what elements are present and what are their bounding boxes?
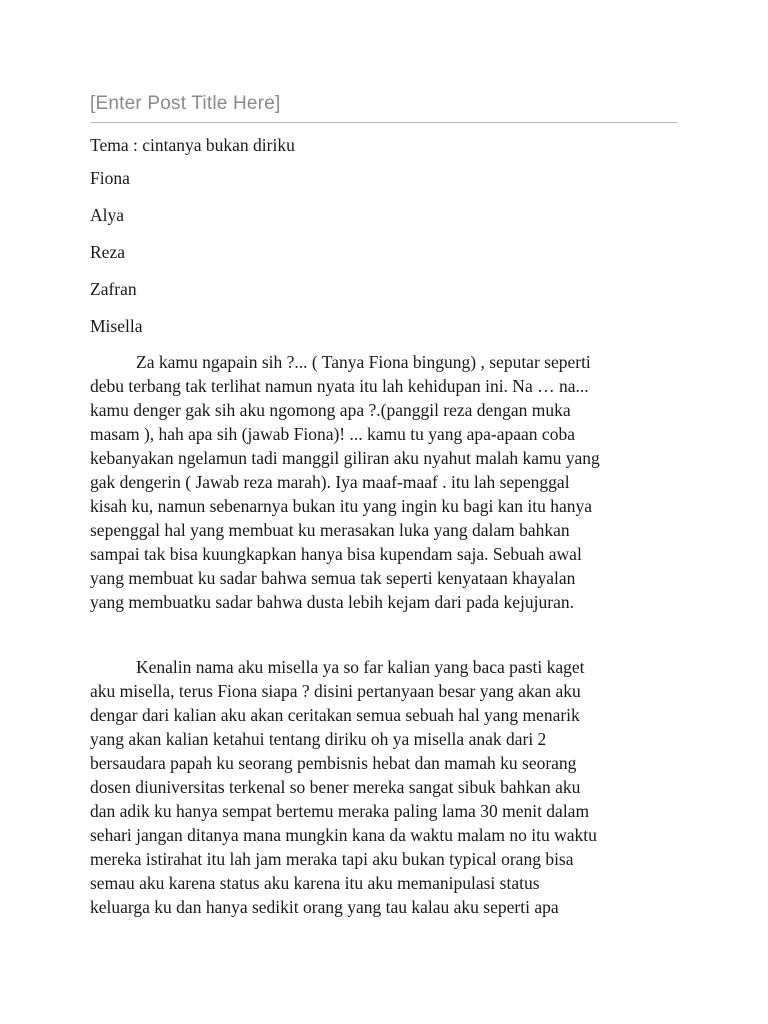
character-name: Misella — [90, 316, 143, 336]
paragraph-line: bersaudara papah ku seorang pembisnis hebat dan mamah ku seorang — [90, 753, 577, 773]
paragraph-line: sehari jangan ditanya mana mungkin kana da waktu malam no itu waktu — [90, 825, 597, 845]
paragraph-line: sepenggal hal yang membuat ku merasakan luka yang dalam bahkan — [90, 520, 570, 540]
paragraph-line: Kenalin nama aku misella ya so far kalian yang baca pasti kaget — [136, 657, 585, 677]
title-divider — [90, 122, 678, 123]
character-name: Alya — [90, 205, 125, 225]
post-title[interactable]: [Enter Post Title Here] — [90, 93, 281, 114]
character-name: Zafran — [90, 279, 137, 299]
paragraph-line: gak dengerin ( Jawab reza marah). Iya maaf-maaf . itu lah sepenggal — [90, 472, 570, 492]
document-body — [90, 133, 678, 919]
paragraph-line: debu terbang tak terlihat namun nyata itu lah kehidupan ini. Na … na... — [90, 376, 589, 396]
paragraph-line: yang membuatku sadar bahwa dusta lebih kejam dari pada kejujuran. — [90, 592, 575, 612]
paragraph-1 — [90, 350, 678, 614]
paragraph-line: yang membuat ku sadar bahwa semua tak seperti kenyataan khayalan — [90, 568, 576, 588]
paragraph-line: dan adik ku hanya sempat bertemu meraka paling lama 30 menit dalam — [90, 801, 590, 821]
paragraph-line: Za kamu ngapain sih ?... ( Tanya Fiona bingung) , seputar seperti — [136, 352, 591, 372]
paragraph-line: mereka istirahat itu lah jam meraka tapi aku bukan typical orang bisa — [90, 849, 574, 869]
theme-line: Tema : cintanya bukan diriku — [90, 135, 295, 155]
paragraph-line: dosen diuniversitas terkenal so bener mereka sangat sibuk bahkan aku — [90, 777, 581, 797]
paragraph-2 — [90, 655, 678, 919]
paragraph-line: dengar dari kalian aku akan ceritakan semua sebuah hal yang menarik — [90, 705, 580, 725]
paragraph-line: sampai tak bisa kuungkapkan hanya bisa kupendam saja. Sebuah awal — [90, 544, 582, 564]
paragraph-line: kebanyakan ngelamun tadi manggil giliran aku nyahut malah kamu yang — [90, 448, 600, 468]
paragraph-line: masam ), hah apa sih (jawab Fiona)! ... kamu tu yang apa-apaan coba — [90, 424, 575, 444]
character-name: Fiona — [90, 168, 130, 188]
paragraph-line: kisah ku, namun sebenarnya bukan itu yang ingin ku bagi kan itu hanya — [90, 496, 593, 516]
paragraph-line: semau aku karena status aku karena itu aku memanipulasi status — [90, 873, 540, 893]
paragraph-line: yang akan kalian ketahui tentang diriku oh ya misella anak dari 2 — [90, 729, 547, 749]
paragraph-line: keluarga ku dan hanya sedikit orang yang tau kalau aku seperti apa — [90, 897, 559, 917]
paragraph-line: aku misella, terus Fiona siapa ? disini pertanyaan besar yang akan aku — [90, 681, 581, 701]
paragraph-line: kamu denger gak sih aku ngomong apa ?.(panggil reza dengan muka — [90, 400, 571, 420]
character-name: Reza — [90, 242, 125, 262]
